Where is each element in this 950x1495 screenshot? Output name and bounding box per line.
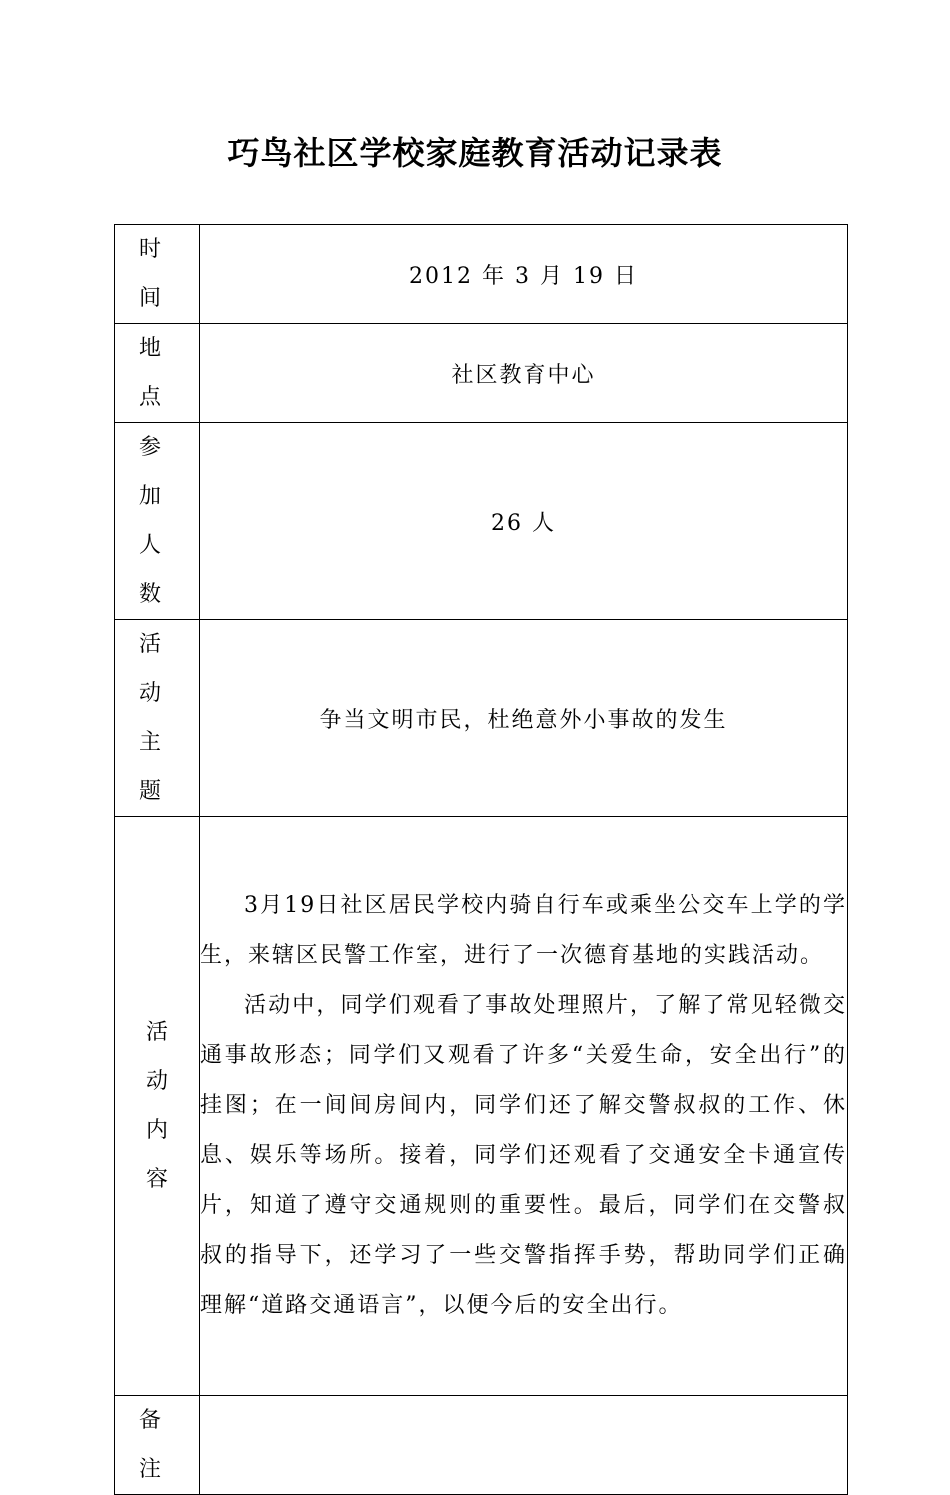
row-time <box>115 225 848 324</box>
content-paragraph: 活动中，同学们观看了事故处理照片，了解了常见轻微交通事故形态；同学们又观看了许多“关爱生命，安全出行”的挂图；在一间间房间内，同学们还了解交警叔叔的工作、休息、娱乐等场所。接着，同学们还观看了交通安全卡通宣传片，知道了遵守交通规则的重要性。最后，同学们在交警叔叔的指导下，还学习了一些交警指挥手势，帮助同学们正确理解“道路交通语言”，以便今后的安全出行。 <box>200 993 847 1318</box>
value-place: 社区教育中心 <box>200 324 848 423</box>
content-paragraph: 3月19日社区居民学校内骑自行车或乘坐公交车上学的学生，来辖区民警工作室，进行了一次德育基地的实践活动。 <box>200 893 847 968</box>
row-place <box>115 324 848 423</box>
row-theme <box>115 620 848 817</box>
label-time: 时 间 <box>115 225 200 324</box>
label-content-char: 动 <box>145 1069 168 1094</box>
label-theme <box>115 620 200 817</box>
label-content <box>115 817 200 1396</box>
value-participants: 26 人 <box>200 423 848 620</box>
label-participants <box>115 423 200 620</box>
label-content-char: 内 <box>145 1118 168 1143</box>
row-participants <box>115 423 848 620</box>
label-participants-line2: 人 数 <box>138 533 175 607</box>
label-note: 备 注 <box>115 1396 200 1495</box>
label-theme-line2: 主 题 <box>138 730 175 804</box>
label-content-char: 活 <box>145 1020 168 1045</box>
record-table <box>114 224 848 1495</box>
value-note <box>200 1396 848 1495</box>
page-title: 巧鸟社区学校家庭教育活动记录表 <box>227 134 723 172</box>
row-note <box>115 1396 848 1495</box>
label-theme-line1: 活 动 <box>138 632 175 706</box>
label-content-char: 容 <box>145 1167 168 1192</box>
value-content <box>200 817 848 1396</box>
row-content <box>115 817 848 1396</box>
label-participants-line1: 参 加 <box>138 435 175 509</box>
value-theme: 争当文明市民，杜绝意外小事故的发生 <box>200 620 848 817</box>
value-time: 2012 年 3 月 19 日 <box>200 225 848 324</box>
label-place: 地 点 <box>115 324 200 423</box>
